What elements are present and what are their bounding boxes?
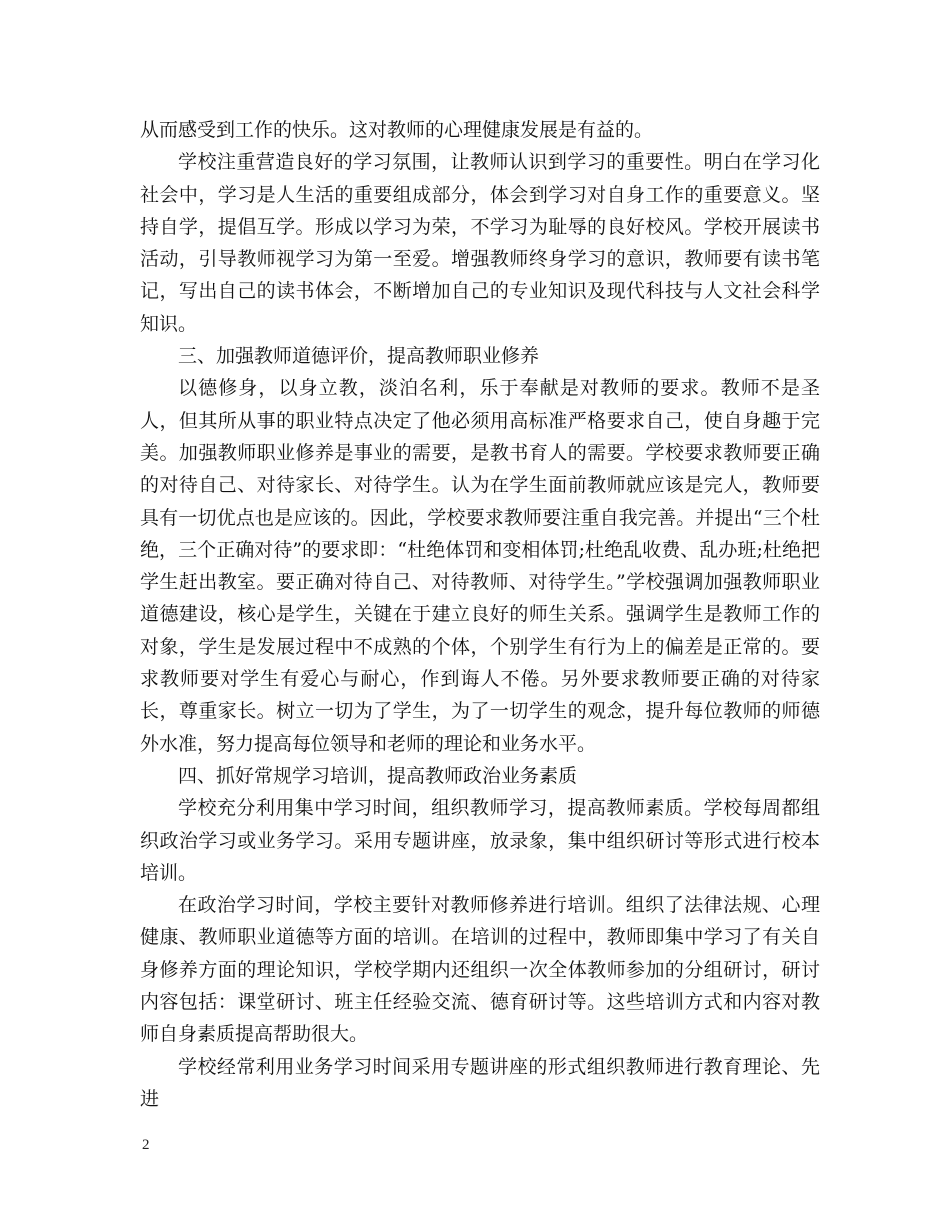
section-heading-3: 三、加强教师道德评价，提高教师职业修养 [178,345,540,368]
paragraph-5: 在政治学习时间，学校主要针对教师修养进行培训。组织了法律法规、心理健康、教师职业道德等方面的培训。在培训的过程中，教师即集中学习了有关自身修养方面的理论知识，学校学期内还组织一次全体教师参加的分组研讨，研讨内容包括：课堂研讨、班主任经验交流、德育研讨等。这些培训方式和内容对教师自身素质提高帮助很大。 [140,894,820,1046]
paragraph-2: 学校注重营造良好的学习氛围，让教师认识到学习的重要性。明白在学习化社会中，学习是人生活的重要组成部分，体会到学习对自身工作的重要意义。坚持自学，提倡互学。形成以学习为荣，不学习为耻辱的良好校风。学校开展读书活动，引导教师视学习为第一至爱。增强教师终身学习的意识，教师要有读书笔记，写出自己的读书体会，不断增加自己的专业知识及现代科技与人文社会科学知识。 [140,151,820,335]
document-body [140,114,820,1115]
page-number: 2 [142,1137,150,1153]
section-heading-4: 四、抓好常规学习培训，提高教师政治业务素质 [178,764,578,787]
paragraph-4: 学校充分利用集中学习时间，组织教师学习，提高教师素质。学校每周都组织政治学习或业务学习。采用专题讲座，放录象，集中组织研讨等形式进行校本培训。 [140,797,820,884]
paragraph-1: 从而感受到工作的快乐。这对教师的心理健康发展是有益的。 [140,119,654,141]
paragraph-6: 学校经常利用业务学习时间采用专题讲座的形式组织教师进行教育理论、先进 [140,1055,820,1110]
paragraph-3: 以德修身，以身立教，淡泊名利，乐于奉献是对教师的要求。教师不是圣人，但其所从事的职业特点决定了他必须用高标准严格要求自己，使自身趣于完美。加强教师职业修养是事业的需要，是教书育人的需要。学校要求教师要正确的对待自己、对待家长、对待学生。认为在学生面前教师就应该是完人，教师要具有一切优点也是应该的。因此，学校要求教师要注重自我完善。并提出“三个杜绝，三个正确对待”的要求即：“杜绝体罚和变相体罚;杜绝乱收费、乱办班;杜绝把学生赶出教室。要正确对待自己、对待教师、对待学生。”学校强调加强教师职业道德建设，核心是学生，关键在于建立良好的师生关系。强调学生是教师工作的对象，学生是发展过程中不成熟的个体，个别学生有行为上的偏差是正常的。要求教师要对学生有爱心与耐心，作到诲人不倦。另外要求教师要正确的对待家长，尊重家长。树立一切为了学生，为了一切学生的观念，提升每位教师的师德外水准，努力提高每位领导和老师的理论和业务水平。 [140,377,820,755]
